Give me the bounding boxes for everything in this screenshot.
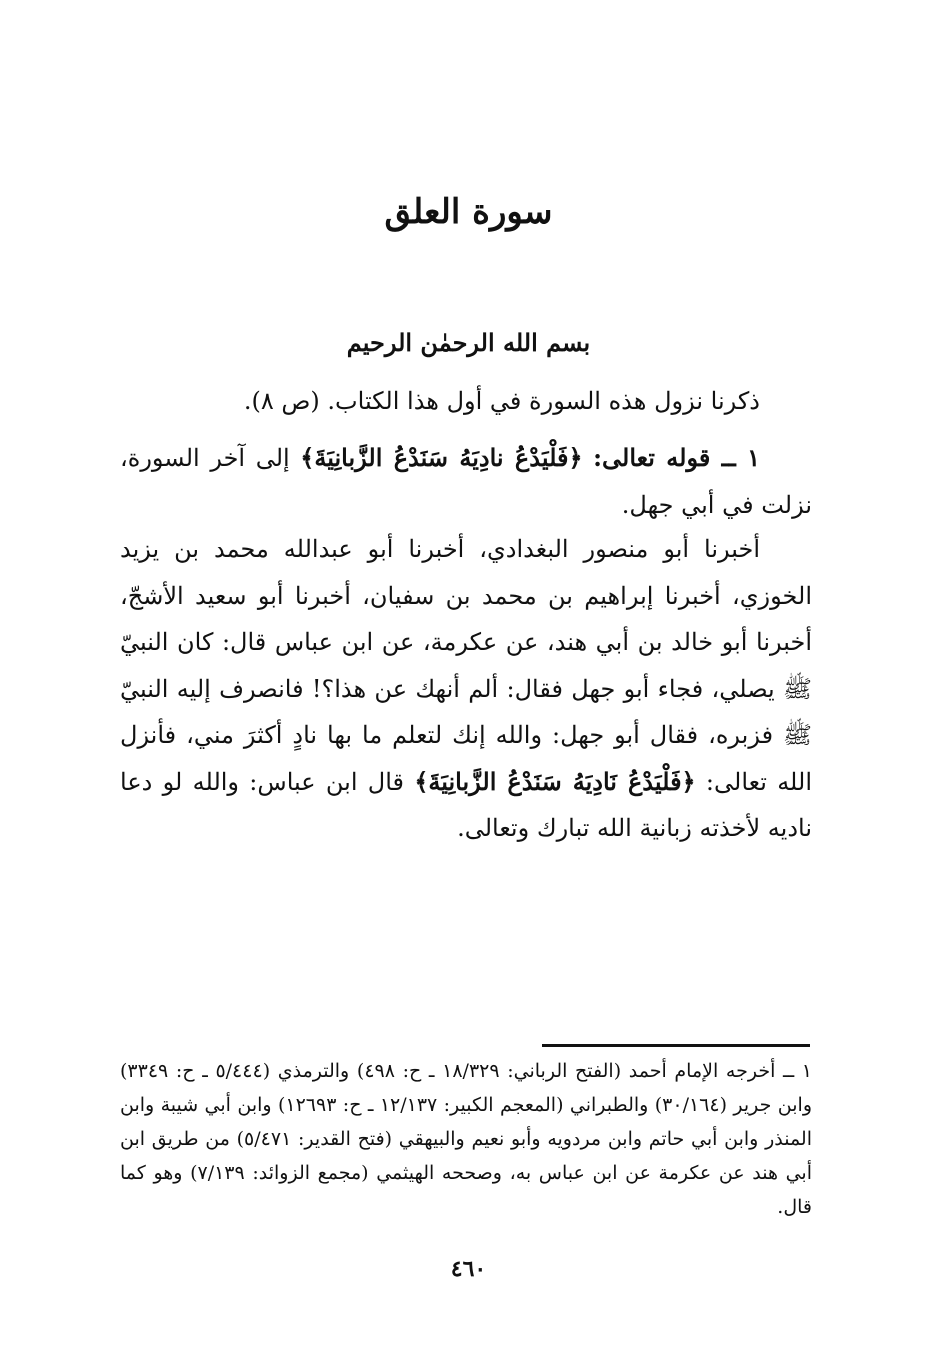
verse-1-text: [120, 435, 812, 528]
verse-1-quran: ﴿فَلْيَدْعُ نادِيَهُ سَنَدْعُ الزَّبانِيَةَ﴾: [300, 443, 583, 472]
narration-part-3: قال ابن عباس: والله لو دعا ناديه لأخذته زبانية الله تبارك وتعالى.: [120, 767, 812, 842]
verse-1-rest: إلى آخر السورة، نزلت في أبي جهل.: [120, 444, 812, 519]
footnote-divider: [542, 1044, 810, 1047]
basmala: بسم الله الرحمٰن الرحيم: [346, 328, 591, 357]
intro-paragraph: [120, 378, 812, 425]
narration-part-2: يصلي، فجاء أبو جهل فقال: ألم أنهك عن هذا؟! فانصرف إليه النبيّ ﷺ فزبره، فقال أبو جهل: والله إنك لتعلم ما بها نادٍ أكثرَ مني، فأنزل الله تعالى:: [120, 674, 813, 796]
narration-text: [120, 526, 812, 852]
footnote-text: ١ ــ أخرجه الإمام أحمد (الفتح الرباني: ١٨/٣٢٩ ـ ح: ٤٩٨) والترمذي (٥/٤٤٤ ـ ح: ٣٣٤٩) وابن جرير (٣٠/١٦٤) والطبراني (المعجم الكبير: ١٢/١٣٧ ـ ح: ١٢٦٩٣) وابن أبي شيبة وابن المنذر وابن أبي حاتم وابن مردويه وأبو نعيم والبيهقي (فتح القدير: ٥/٤٧١) من طريق ابن أبي هند عن عكرمة عن ابن عباس به، وصححه الهيثمي (مجمع الزوائد: ٧/١٣٩) وهو كما قال.: [120, 1060, 813, 1218]
narration-part-1: أخبرنا أبو منصور البغدادي، أخبرنا أبو عبدالله محمد بن يزيد الخوزي، أخبرنا إبراهيم بن محمد بن سفيان، أخبرنا أبو سعيد الأشجّ، أخبرنا أبو خالد بن أبي هند، عن عكرمة، عن ابن عباس قال: كان النبيّ ﷺ: [120, 535, 812, 703]
surah-title: سورة العلق: [384, 192, 553, 232]
page-number: ٤٦٠: [450, 1256, 487, 1282]
footnote: [120, 1054, 812, 1224]
verse-1-paragraph: [120, 435, 812, 528]
intro-text: ذكرنا نزول هذه السورة في أول هذا الكتاب. (ص ٨).: [243, 387, 760, 415]
verse-1-number: ١ ــ قوله تعالى:: [593, 443, 760, 472]
narration-quran: ﴿فَلْيَدْعُ نَادِيَهُ سَنَدْعُ الزَّبانِيَةَ﴾: [414, 766, 696, 796]
narration-paragraph: [120, 526, 812, 852]
